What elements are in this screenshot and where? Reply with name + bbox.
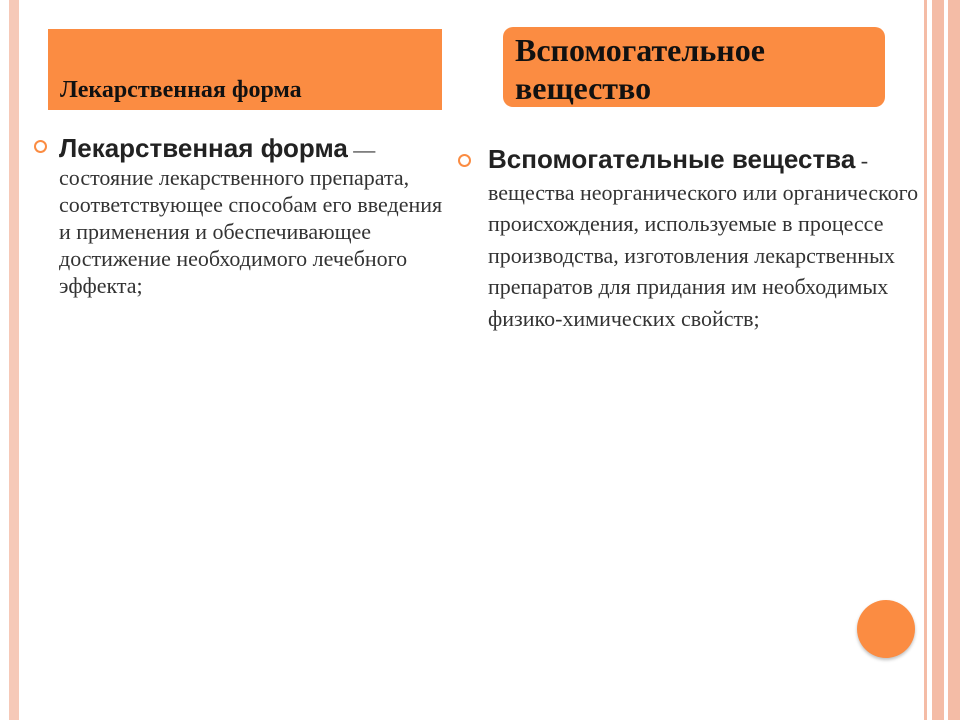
bullet-icon	[458, 154, 471, 167]
header-right-box	[503, 27, 885, 107]
right-stripe-decoration	[918, 0, 960, 720]
bullet-icon	[34, 140, 47, 153]
left-column	[34, 132, 454, 299]
header-left-box	[48, 29, 442, 110]
left-border-decoration	[9, 0, 19, 720]
right-column	[458, 143, 928, 334]
right-definition-text: - вещества неорганического или органического происхождения, используемые в процессе производства, изготовления лекарственных препаратов для придания им необходимых физико-химических свойств;	[488, 148, 919, 331]
left-definition	[59, 132, 454, 299]
header-left-title: Лекарственная форма	[60, 77, 302, 103]
next-slide-button[interactable]	[857, 600, 915, 658]
right-term: Вспомогательные вещества	[488, 144, 856, 174]
header-right-title: Вспомогательное вещество	[515, 32, 765, 106]
left-term: Лекарственная форма	[59, 133, 348, 163]
right-definition	[488, 143, 928, 334]
left-definition-text: — состояние лекарственного препарата, соответствующее способам его введения и применения и обеспечивающее достижение необходимого лечебного эффекта;	[59, 137, 443, 298]
